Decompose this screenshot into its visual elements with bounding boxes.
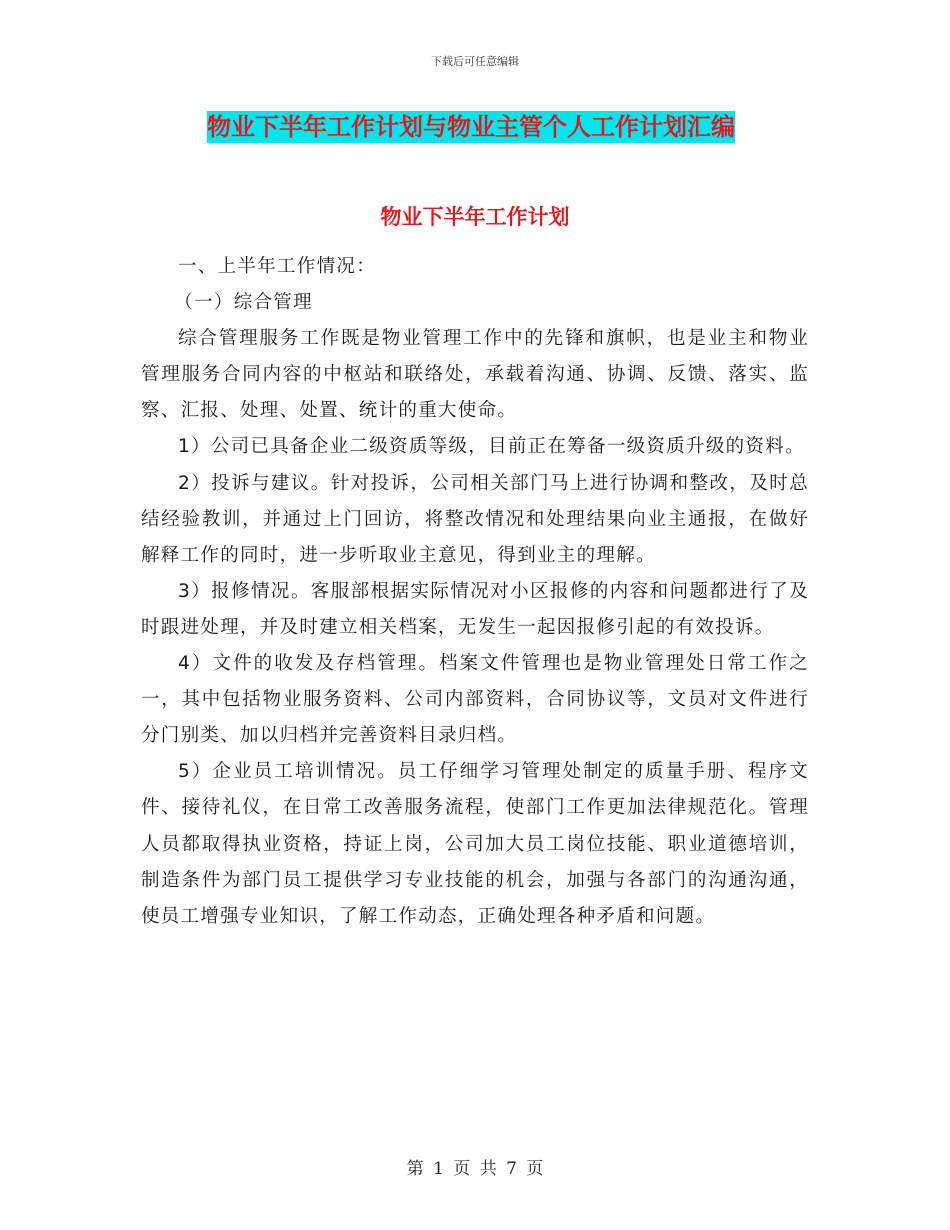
paragraph-item-2: 2）投诉与建议。针对投诉，公司相关部门马上进行协调和整改，及时总结经验教训，并通过上门回访，将整改情况和处理结果向业主通报，在做好解释工作的同时，进一步听取业主意见，得到业主的理解。 <box>141 472 809 566</box>
subsection-heading: （一）综合管理 <box>174 292 313 314</box>
main-title: 物业下半年工作计划与物业主管个人工作计划汇编 <box>207 113 735 141</box>
body-text <box>141 249 809 935</box>
page-footer: 第 1 页 共 7 页 <box>406 1159 544 1179</box>
paragraph-item-4: 4）文件的收发及存档管理。档案文件管理也是物业管理处日常工作之一，其中包括物业服务资料、公司内部资料，合同协议等，文员对文件进行分门别类、加以归档并完善资料目录归档。 <box>141 653 809 747</box>
paragraph-item-3: 3）报修情况。客服部根据实际情况对小区报修的内容和问题都进行了及时跟进处理，并及时建立相关档案，无发生一起因报修引起的有效投诉。 <box>141 580 809 638</box>
section-heading: 一、上半年工作情况： <box>178 256 377 277</box>
header-note: 下载后可任意编辑 <box>431 55 519 68</box>
sub-title: 物业下半年工作计划 <box>380 205 570 229</box>
paragraph-intro: 综合管理服务工作既是物业管理工作中的先锋和旗帜，也是业主和物业管理服务合同内容的中枢站和联络处，承载着沟通、协调、反馈、落实、监察、汇报、处理、处置、统计的重大使命。 <box>141 328 809 422</box>
paragraph-item-1: 1）公司已具备企业二级资质等级，目前正在筹备一级资质升级的资料。 <box>178 436 805 458</box>
paragraph-item-5: 5）企业员工培训情况。员工仔细学习管理处制定的质量手册、程序文件、接待礼仪，在日常工改善服务流程，使部门工作更加法律规范化。管理人员都取得执业资格，持证上岗，公司加大员工岗位技能、职业道德培训，制造条件为部门员工提供学习专业技能的机会，加强与各部门的沟通沟通，使员工增强专业知识，了解工作动态，正确处理各种矛盾和问题。 <box>141 761 809 927</box>
